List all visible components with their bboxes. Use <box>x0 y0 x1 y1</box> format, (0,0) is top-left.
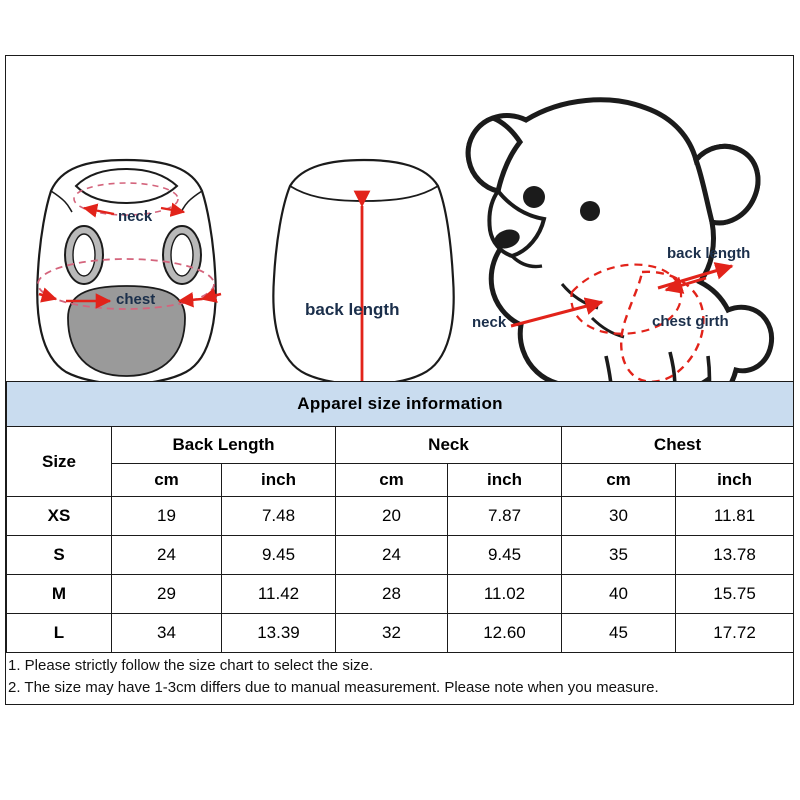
illustration-area <box>6 56 793 381</box>
label-neck-dog: neck <box>472 314 507 331</box>
size-table-wrap <box>6 381 793 653</box>
cell-back-cm: 29 <box>112 575 222 614</box>
garment-back-figure <box>273 160 453 381</box>
garment-front-figure <box>37 160 221 381</box>
cell-neck-inch: 7.87 <box>448 497 562 536</box>
table-row <box>7 575 794 614</box>
cell-back-cm: 34 <box>112 614 222 653</box>
cell-back-inch: 9.45 <box>222 536 336 575</box>
unit-chest-cm: cm <box>562 464 676 497</box>
unit-neck-cm: cm <box>336 464 448 497</box>
cell-neck-inch: 9.45 <box>448 536 562 575</box>
cell-size: L <box>7 614 112 653</box>
cell-chest-inch: 17.72 <box>676 614 794 653</box>
table-unit-header-row <box>7 464 794 497</box>
header-neck: Neck <box>336 427 562 464</box>
cell-chest-inch: 15.75 <box>676 575 794 614</box>
cell-chest-cm: 45 <box>562 614 676 653</box>
unit-back-inch: inch <box>222 464 336 497</box>
cell-neck-inch: 12.60 <box>448 614 562 653</box>
header-size: Size <box>7 427 112 497</box>
cell-chest-inch: 11.81 <box>676 497 794 536</box>
notes-area <box>8 655 788 699</box>
table-row <box>7 614 794 653</box>
cell-back-inch: 11.42 <box>222 575 336 614</box>
label-back-length-garment: back length <box>305 300 400 319</box>
cell-chest-cm: 30 <box>562 497 676 536</box>
label-back-length-dog: back length <box>667 245 751 262</box>
table-title: Apparel size information <box>7 382 794 427</box>
table-group-header-row <box>7 427 794 464</box>
cell-size: XS <box>7 497 112 536</box>
table-row <box>7 536 794 575</box>
unit-back-cm: cm <box>112 464 222 497</box>
dog-figure <box>468 100 771 381</box>
unit-chest-inch: inch <box>676 464 794 497</box>
cell-back-cm: 19 <box>112 497 222 536</box>
cell-back-inch: 13.39 <box>222 614 336 653</box>
cell-neck-cm: 20 <box>336 497 448 536</box>
cell-neck-inch: 11.02 <box>448 575 562 614</box>
label-chest-front: chest <box>116 291 156 308</box>
size-table <box>6 381 794 653</box>
cell-chest-cm: 40 <box>562 575 676 614</box>
cell-neck-cm: 28 <box>336 575 448 614</box>
cell-back-inch: 7.48 <box>222 497 336 536</box>
header-chest: Chest <box>562 427 794 464</box>
cell-chest-cm: 35 <box>562 536 676 575</box>
table-row <box>7 497 794 536</box>
note-1: 1. Please strictly follow the size chart to select the size. <box>8 657 374 674</box>
cell-neck-cm: 24 <box>336 536 448 575</box>
cell-neck-cm: 32 <box>336 614 448 653</box>
unit-neck-inch: inch <box>448 464 562 497</box>
note-2: 2. The size may have 1-3cm differs due to manual measurement. Please note when you measure. <box>8 679 659 696</box>
cell-size: S <box>7 536 112 575</box>
label-chest-girth-dog: chest girth <box>652 313 729 330</box>
cell-chest-inch: 13.78 <box>676 536 794 575</box>
header-back-length: Back Length <box>112 427 336 464</box>
cell-size: M <box>7 575 112 614</box>
table-title-row <box>7 382 794 427</box>
label-neck-front: neck <box>118 208 153 225</box>
cell-back-cm: 24 <box>112 536 222 575</box>
